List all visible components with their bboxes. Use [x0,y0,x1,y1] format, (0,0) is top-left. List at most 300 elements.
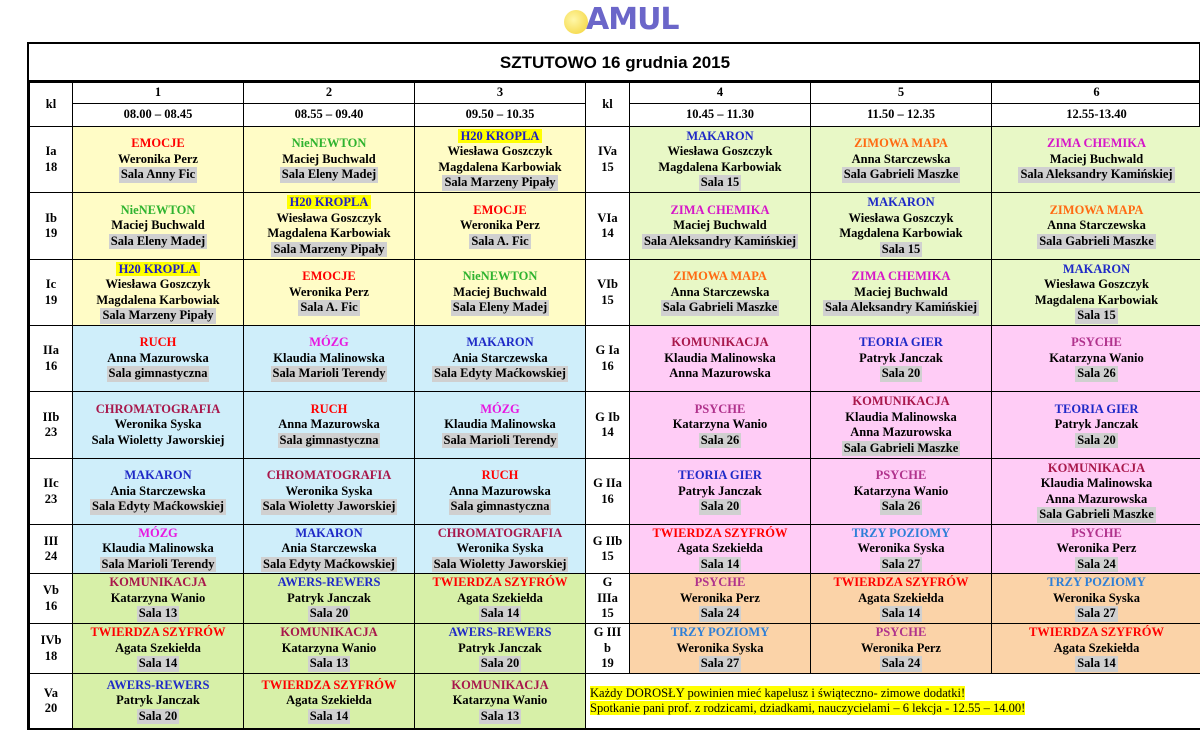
class-label-line: Va [43,685,59,700]
logo-sun-icon [564,10,588,34]
lesson-cell [630,193,811,260]
class-label-right [586,260,630,326]
lesson-title: MÓZG [138,525,178,540]
class-label-right [586,326,630,392]
lesson-room: Sala 13 [309,656,349,671]
lesson-teacher: Anna Starczewska [851,151,951,166]
class-label-left [30,193,73,260]
kl-header-right: kl [586,83,630,127]
lesson-room: Sala 14 [480,606,520,621]
class-label-line: 16 [601,491,614,506]
lesson-teacher: Magdalena Karbowiak [96,292,220,307]
lesson-room: Sala 24 [881,656,921,671]
lesson-teacher: Weronika Syska [857,541,945,556]
lesson-title: MAKARON [1062,261,1131,276]
lesson-cell [992,260,1200,326]
lesson-cell [811,624,992,674]
lesson-teacher: Magdalena Karbowiak [438,159,562,174]
class-label-line: 18 [44,159,58,174]
lesson-cell [630,459,811,525]
lesson-cell [415,260,586,326]
lesson-teacher: Ania Starczewska [281,541,377,556]
lesson-title: AWERS-REWERS [106,677,210,692]
lesson-cell [992,525,1200,574]
lesson-title: NieNEWTON [291,136,367,151]
lesson-room: Sala 13 [138,606,178,621]
lesson-room: Sala Wioletty Jaworskiej [262,499,396,514]
lesson-title: EMOCJE [473,202,527,217]
lesson-teacher: Magdalena Karbowiak [267,226,391,240]
lesson-cell [73,525,244,574]
lesson-cell [811,392,992,459]
lesson-cell [811,326,992,392]
lesson-cell [811,127,992,193]
lesson-teacher: Anna Mazurowska [669,366,771,381]
lesson-title: AWERS-REWERS [448,625,552,640]
page-title: SZTUTOWO 16 grudnia 2015 [29,44,1200,82]
class-label-line: 23 [44,425,58,439]
lesson-title: RUCH [310,401,348,416]
schedule-document [27,42,1200,730]
lesson-room: Sala Wioletty Jaworskiej [433,556,567,571]
lesson-cell [992,624,1200,674]
lesson-cell [244,392,415,459]
lesson-teacher: Wiesława Goszczyk [447,144,553,158]
lesson-title: MÓZG [480,401,520,416]
class-label-right [586,127,630,193]
lesson-title: TWIERDZA SZYFRÓW [261,677,397,692]
lesson-teacher: Weronika Perz [861,640,941,655]
lesson-room: Sala Marzeny Pipały [102,308,214,322]
lesson-teacher: Ania Starczewska [110,483,206,498]
lesson-room: Sala 15 [881,241,921,256]
class-label-line: 19 [601,656,614,671]
lesson-cell [73,326,244,392]
class-label-line: IIIa [597,590,618,605]
class-label-line: 14 [601,425,614,439]
lesson-cell [630,574,811,624]
lesson-teacher: Agata Szekiełda [457,590,543,605]
lesson-room: Sala 20 [700,499,740,514]
period-number-3: 3 [415,83,586,104]
lesson-cell [992,392,1200,459]
lesson-cell [415,392,586,459]
lesson-title: AWERS-REWERS [277,575,381,590]
lesson-teacher: Klaudia Malinowska [102,541,214,556]
schedule-row [30,574,1200,624]
lesson-teacher: Patryk Janczak [116,693,200,708]
lesson-teacher: Katarzyna Wanio [281,640,377,655]
class-label-line: 14 [601,226,614,240]
lesson-teacher: Maciej Buchwald [854,284,948,299]
lesson-teacher: Magdalena Karbowiak [839,226,963,240]
lesson-title: H20 KROPLA [116,262,201,276]
schedule-row [30,674,1200,729]
lesson-cell [244,127,415,193]
period-number-6: 6 [992,83,1200,104]
lesson-room: Sala Edyty Maćkowskiej [434,366,566,381]
lesson-room: Sala 20 [881,366,921,381]
lesson-teacher: Wiesława Goszczyk [848,210,954,225]
lesson-cell [992,574,1200,624]
class-label-line: b [604,640,611,655]
lesson-teacher: Anna Mazurowska [278,417,380,432]
lesson-cell [811,459,992,525]
period-time-6: 12.55-13.40 [992,104,1200,127]
lesson-cell [73,260,244,326]
lesson-title: PSYCHE [694,575,746,590]
period-number-2: 2 [244,83,415,104]
lesson-room: Sala Marzeny Pipały [273,241,385,256]
lesson-room: Sala gimnastyczna [279,432,379,447]
class-label-line: G IIb [592,533,623,548]
lesson-title: MAKARON [867,195,935,209]
lesson-room: Sala 14 [881,606,921,621]
lesson-room: Sala 14 [1077,656,1116,671]
lesson-room: Sala 14 [309,708,349,723]
lesson-title: EMOCJE [131,136,185,151]
class-label-right [586,525,630,574]
period-time-4: 10.45 – 11.30 [630,104,811,127]
class-label-line: 19 [44,292,58,307]
class-label-line: 15 [601,606,614,621]
lesson-teacher: Maciej Buchwald [453,284,547,299]
lesson-teacher: Wiesława Goszczyk [1044,277,1149,291]
lesson-teacher: Katarzyna Wanio [452,693,548,708]
lesson-cell [73,392,244,459]
lesson-cell [630,525,811,574]
class-label-line: 23 [44,491,58,506]
schedule-row [30,525,1200,574]
lesson-teacher: Maciej Buchwald [1049,151,1144,166]
lesson-title: ZIMOWA MAPA [1049,202,1144,217]
logo-text: AMUL [586,2,679,37]
class-label-line: Vb [43,583,59,597]
lesson-cell [811,193,992,260]
lesson-title: TWIERDZA SZYFRÓW [90,625,226,640]
lesson-title: NieNEWTON [462,269,538,284]
period-time-5: 11.50 – 12.35 [811,104,992,127]
schedule-table [29,82,1200,729]
lesson-title: ZIMOWA MAPA [673,269,767,284]
class-label-line: Ic [45,277,57,291]
lesson-teacher: Weronika Perz [1056,541,1137,556]
schedule-row [30,392,1200,459]
lesson-title: EMOCJE [302,269,356,284]
lesson-room: Sala Eleny Madej [281,167,377,182]
lesson-title: KOMUNIKACJA [1047,460,1146,475]
class-label-line: 15 [601,549,614,563]
class-label-line: G Ib [595,409,620,424]
lesson-teacher: Katarzyna Wanio [110,590,206,605]
lesson-title: KOMUNIKACJA [852,394,950,408]
class-label-line: IVb [40,633,62,647]
class-label-line: IIb [42,409,60,424]
lesson-title: KOMUNIKACJA [671,335,769,350]
lesson-teacher: Weronika Syska [456,541,544,556]
lesson-title: CHROMATOGRAFIA [437,525,563,540]
class-label-line: G IIa [593,476,622,490]
lesson-cell [415,459,586,525]
lesson-room: Sala Anny Fic [120,167,196,182]
lesson-title: PSYCHE [1071,525,1122,540]
lesson-room: Sala Gabrieli Maszke [843,167,959,182]
lesson-cell [630,260,811,326]
lesson-room: Sala 20 [480,656,520,671]
lesson-teacher: Katarzyna Wanio [853,483,949,498]
lesson-title: PSYCHE [694,401,746,416]
lesson-room: Sala Edyty Maćkowskiej [92,499,224,514]
lesson-room: Sala Marioli Terendy [101,556,215,571]
lesson-room: Sala 26 [1077,366,1116,381]
schedule-row [30,127,1200,193]
lesson-cell [415,525,586,574]
lesson-title: ZIMA CHEMIKA [670,202,770,217]
lesson-title: ZIMA CHEMIKA [851,269,951,284]
lesson-room: Sala 20 [138,708,178,723]
lesson-cell [415,674,586,729]
class-label-left [30,674,73,729]
lesson-teacher: Weronika Syska [1053,590,1140,605]
lesson-title: TRZY POZIOMY [851,525,951,540]
lesson-cell [630,392,811,459]
lesson-cell [244,326,415,392]
class-label-right [586,193,630,260]
lesson-teacher: Weronika Perz [460,218,540,233]
lesson-teacher: Weronika Syska [285,483,373,498]
lesson-cell [415,624,586,674]
lesson-room: Sala 24 [1077,556,1116,571]
lesson-room: Sala Gabrieli Maszke [1039,507,1154,521]
lesson-room: Sala Marioli Terendy [443,432,557,447]
lesson-title: TRZY POZIOMY [670,625,770,640]
lesson-title: CHROMATOGRAFIA [266,468,392,483]
lesson-cell [73,459,244,525]
class-label-line: 15 [601,159,614,174]
class-label-line: IIc [43,476,59,490]
lesson-room: Sala 26 [881,499,921,514]
period-time-1: 08.00 – 08.45 [73,104,244,127]
lesson-teacher: Magdalena Karbowiak [1034,292,1159,307]
class-label-left [30,392,73,459]
schedule-row [30,624,1200,674]
lesson-cell [992,459,1200,525]
lesson-cell [244,525,415,574]
period-number-4: 4 [630,83,811,104]
lesson-teacher: Wiesława Goszczyk [276,210,382,225]
class-label-line: Ia [45,144,57,158]
lesson-room: Sala Gabrieli Maszke [1039,233,1154,248]
lesson-title: PSYCHE [875,468,927,483]
lesson-teacher: Patryk Janczak [458,640,542,655]
lesson-cell [244,260,415,326]
lesson-teacher: Agata Szekiełda [115,640,201,655]
lesson-room: Sala 27 [700,656,740,671]
lesson-cell [630,127,811,193]
lesson-cell [992,127,1200,193]
lesson-cell [415,574,586,624]
lesson-teacher: Katarzyna Wanio [672,417,768,432]
class-label-line: VIb [597,277,618,291]
lesson-room: Sala 27 [881,556,921,571]
class-label-left [30,260,73,326]
lesson-teacher: Maciej Buchwald [111,218,205,233]
class-label-line: 18 [44,648,58,663]
lesson-cell [73,574,244,624]
lesson-teacher: Patryk Janczak [1054,417,1139,432]
lesson-cell [992,193,1200,260]
lesson-teacher: Patryk Janczak [678,483,762,498]
lesson-teacher: Sala Wioletty Jaworskiej [91,432,225,447]
lesson-teacher: Anna Mazurowska [1045,491,1148,506]
class-label-right [586,624,630,674]
lesson-room: Sala 20 [309,606,349,621]
lesson-title: TWIERDZA SZYFRÓW [652,525,788,540]
lesson-teacher: Klaudia Malinowska [273,350,385,365]
class-label-left [30,459,73,525]
class-label-line: G [602,575,613,590]
period-time-2: 08.55 – 09.40 [244,104,415,127]
lesson-room: Sala Eleny Madej [110,233,206,248]
lesson-room: Sala 14 [138,656,178,671]
notice-box [586,674,1200,729]
lesson-teacher: Patryk Janczak [859,350,943,365]
period-number-5: 5 [811,83,992,104]
kl-header-left: kl [30,83,73,127]
lesson-cell [811,260,992,326]
lesson-room: Sala 26 [700,432,740,447]
lesson-cell [73,193,244,260]
lesson-title: TWIERDZA SZYFRÓW [833,575,969,590]
lesson-teacher: Maciej Buchwald [673,218,767,233]
class-label-line: 15 [601,292,614,307]
lesson-room: Sala 15 [1077,308,1116,322]
schedule-row [30,260,1200,326]
lesson-room: Sala Gabrieli Maszke [662,300,778,315]
lesson-room: Sala 13 [480,708,520,723]
class-label-right [586,459,630,525]
lesson-cell [244,574,415,624]
lesson-title: TEORIA GIER [678,468,762,483]
class-label-left [30,326,73,392]
class-label-left [30,127,73,193]
lesson-title: PSYCHE [875,625,927,640]
lesson-room: Sala A. Fic [300,300,358,315]
class-label-line: G Ia [595,343,620,357]
lesson-title: TEORIA GIER [859,335,943,350]
lesson-teacher: Maciej Buchwald [282,151,376,166]
lesson-room: Sala Aleksandry Kamińskiej [1020,167,1173,182]
class-label-line: Ib [45,210,57,225]
class-label-left [30,574,73,624]
lesson-title: CHROMATOGRAFIA [95,401,221,416]
class-label-left [30,624,73,674]
lesson-cell [415,326,586,392]
lesson-title: H20 KROPLA [458,129,543,143]
class-label-left [30,525,73,574]
class-label-line: 16 [44,598,58,613]
lesson-teacher: Weronika Perz [680,590,760,605]
lesson-room: Sala 20 [1077,432,1116,447]
lesson-teacher: Anna Starczewska [1047,218,1146,233]
lesson-title: RUCH [139,335,177,350]
lesson-teacher: Weronika Syska [114,417,202,432]
lesson-teacher: Weronika Syska [676,640,764,655]
lesson-teacher: Anna Mazurowska [850,425,952,439]
lesson-teacher: Klaudia Malinowska [845,409,957,424]
lesson-title: MÓZG [309,335,349,350]
lesson-title: RUCH [481,468,519,483]
lesson-teacher: Wiesława Goszczyk [105,277,211,291]
lesson-teacher: Agata Szekiełda [286,693,372,708]
lesson-cell [415,127,586,193]
lesson-title: MAKARON [295,525,363,540]
lesson-room: Sala Aleksandry Kamińskiej [643,233,797,248]
period-time-3: 09.50 – 10.35 [415,104,586,127]
lesson-teacher: Agata Szekiełda [1053,640,1140,655]
lesson-teacher: Patryk Janczak [287,590,371,605]
lesson-title: KOMUNIKACJA [280,625,378,640]
class-label-line: IVa [598,144,617,158]
lesson-title: PSYCHE [1071,335,1122,350]
lesson-room: Sala 24 [700,606,740,621]
lesson-room: Sala Marzeny Pipały [444,175,556,189]
lesson-teacher: Klaudia Malinowska [444,417,556,432]
lesson-title: NieNEWTON [120,202,196,217]
lesson-teacher: Weronika Perz [118,151,198,166]
lesson-teacher: Ania Starczewska [452,350,548,365]
lesson-title: TEORIA GIER [1054,401,1139,416]
lesson-teacher: Klaudia Malinowska [664,350,776,365]
lesson-teacher: Wiesława Goszczyk [667,144,773,158]
lesson-teacher: Anna Mazurowska [107,350,209,365]
notice-line: Spotkanie pani prof. z rodzicami, dziadkami, nauczycielami – 6 lekcja - 12.55 – 14.00! [590,701,1026,715]
lesson-cell [630,326,811,392]
lesson-room: Sala gimnastyczna [108,366,208,381]
notice-line: Każdy DOROSŁY powinien mieć kapelusz i świąteczno- zimowe dodatki! [590,685,966,700]
lesson-room: Sala Eleny Madej [452,300,548,315]
logo [556,2,679,40]
lesson-teacher: Anna Starczewska [670,284,770,299]
lesson-title: TRZY POZIOMY [1047,575,1146,590]
class-label-line: VIa [597,210,618,225]
lesson-cell [415,193,586,260]
schedule-row [30,193,1200,260]
lesson-cell [73,674,244,729]
class-label-line: III [43,533,59,548]
lesson-room: Sala gimnastyczna [450,499,550,514]
lesson-teacher: Weronika Perz [289,284,369,299]
class-label-line: 24 [44,549,58,563]
lesson-title: MAKARON [686,128,754,143]
lesson-teacher: Klaudia Malinowska [1040,476,1153,490]
lesson-room: Sala 14 [700,556,740,571]
lesson-title: ZIMOWA MAPA [854,136,948,151]
lesson-title: ZIMA CHEMIKA [1047,136,1146,151]
lesson-cell [73,624,244,674]
lesson-room: Sala Aleksandry Kamińskiej [824,300,978,315]
schedule-row [30,326,1200,392]
lesson-teacher: Anna Mazurowska [449,483,551,498]
lesson-teacher: Magdalena Karbowiak [658,159,782,174]
class-label-right [586,392,630,459]
class-label-line: 20 [44,701,58,715]
lesson-cell [244,674,415,729]
lesson-room: Sala 15 [700,175,740,189]
lesson-teacher: Katarzyna Wanio [1049,350,1144,365]
lesson-title: TWIERDZA SZYFRÓW [432,575,568,590]
class-label-line: 16 [44,358,58,373]
